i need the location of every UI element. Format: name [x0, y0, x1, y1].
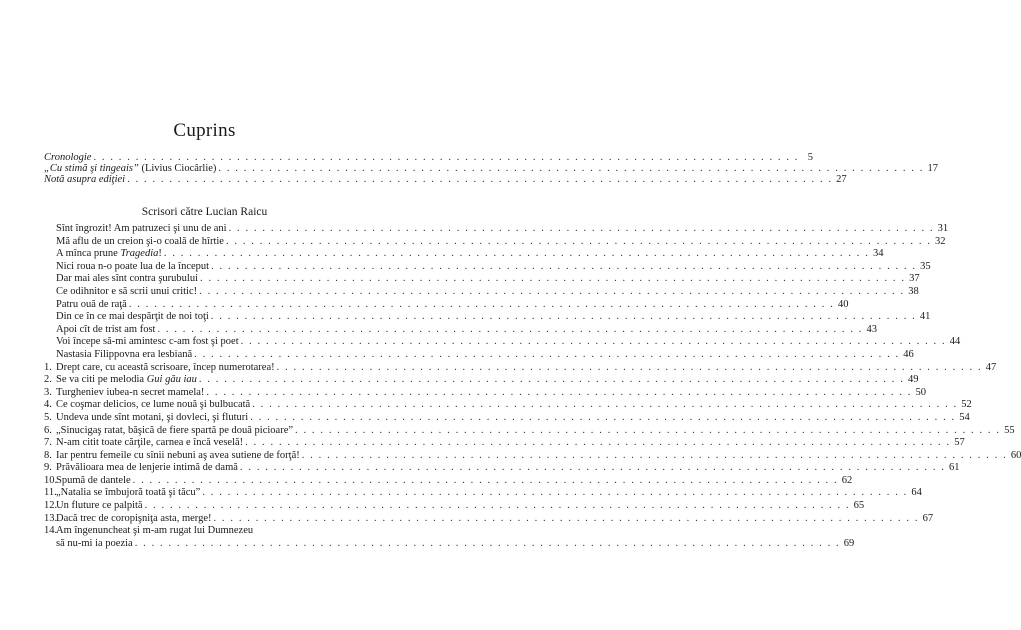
entry-title-part: Patru ouă de raţă: [56, 298, 127, 310]
entry-title-part: N-am citit toate cărţile, carnea e încă veselă!: [56, 437, 244, 449]
entry-title: [44, 163, 216, 174]
entry-title: [56, 387, 204, 400]
entry-title: [56, 336, 239, 349]
entry-title: [56, 311, 209, 324]
entry-title: [56, 399, 250, 412]
toc-entry: [44, 336, 961, 349]
toc-entry: [44, 487, 922, 500]
dot-leader: [302, 450, 1008, 463]
toc-entry: [44, 386, 926, 400]
entry-title-part: Drept care, cu această scrisoare, încep numerotarea!: [56, 361, 275, 373]
toc-entry: [44, 223, 949, 236]
dot-leader: [218, 163, 924, 174]
page-number: 32: [935, 235, 946, 247]
toc-entry: [44, 374, 919, 387]
entry-number: 3.: [44, 386, 52, 398]
dot-leader: [127, 174, 833, 185]
entry-title-part: Nastasia Filippovna era lesbiană: [56, 348, 193, 360]
entry-title-part: Dar mai ales sînt contra şurubului: [56, 273, 199, 285]
entry-title-part: Spumă de dantele: [56, 474, 131, 486]
entry-title: [56, 261, 209, 274]
entry-title: [44, 174, 125, 185]
entry-title: [56, 248, 162, 261]
entry-title: [44, 152, 91, 163]
entry-title-italic: Notă asupra ediţiei: [44, 174, 126, 186]
entry-number: 2.: [44, 374, 52, 386]
entry-title: să nu-mi ia poezia: [56, 537, 133, 549]
page-number: 65: [853, 500, 865, 512]
page-number: 64: [911, 487, 922, 499]
entry-title-part: Iar pentru femeile cu sînii nebuni aş avea sutiene de forţă!: [56, 449, 300, 461]
entry-title-part: Ce coşmar delicios, ce lume nouă şi bulbucată: [56, 399, 251, 411]
entry-number: 8.: [44, 449, 52, 461]
entry-title: [56, 475, 131, 488]
page-number: 37: [909, 273, 920, 285]
entry-number: 7.: [44, 437, 52, 449]
entry-title-part: „Sinucigaş ratat, băşică de fiere spartă pe două picioare”: [56, 424, 294, 436]
entry-title: [56, 286, 197, 299]
entry-number: 10.: [44, 474, 58, 486]
dot-leader: [164, 248, 870, 261]
toc-entry: [44, 437, 965, 450]
dot-leader: [213, 513, 919, 526]
entry-title-part: Undeva unde sînt motani, şi dovleci, şi fluturi: [56, 411, 249, 423]
page-title: Cuprins: [173, 120, 236, 141]
entry-number: 4.: [44, 399, 52, 411]
dot-leader: [211, 261, 917, 274]
front-matter-list: [44, 152, 938, 186]
entry-title: [56, 525, 253, 538]
page-number: 62: [841, 474, 853, 486]
entry-title: [56, 374, 197, 387]
dot-leader: [199, 374, 905, 387]
toc-entry: [44, 512, 934, 526]
page-number: 34: [872, 248, 884, 260]
entry-title-part: Apoi cît de trist am fost: [56, 323, 156, 335]
toc-entry: [44, 260, 931, 274]
page-number: 55: [1004, 424, 1015, 436]
entry-title: [56, 513, 211, 526]
entry-title-part: Un fluture ce palpită: [56, 500, 143, 512]
entry-number: 11.: [44, 487, 57, 499]
dot-leader: [194, 349, 900, 362]
entry-title-italic: Cronologie: [44, 152, 92, 163]
entry-number: 1.: [44, 361, 52, 373]
page-number: 38: [908, 285, 919, 297]
entry-title: [56, 450, 300, 463]
toc-entry: [44, 323, 878, 337]
dot-leader: [145, 500, 851, 513]
toc-entry: [44, 399, 972, 412]
front-matter-entry: [44, 152, 814, 163]
dot-leader: [229, 223, 935, 236]
toc-entry: [44, 285, 919, 299]
entry-title: [56, 425, 293, 438]
dot-leader: [241, 336, 947, 349]
toc-entry-continuation: [44, 537, 855, 551]
dot-leader: [157, 324, 863, 337]
dot-leader: [295, 425, 1001, 438]
entry-title-part: Ce odihnitor e să scrii unui critic!: [56, 285, 198, 297]
entry-title-part: Prăvălioara mea de lenjerie intimă de damă: [56, 462, 238, 474]
dot-leader: [252, 399, 958, 412]
page-number: 69: [843, 537, 855, 549]
dot-leader: [206, 387, 912, 400]
toc-entry: [44, 311, 931, 324]
toc-entry: [44, 361, 997, 375]
page-number: 41: [919, 311, 931, 323]
page-number: 31: [937, 223, 949, 234]
page-number: 17: [927, 163, 938, 175]
entry-title-italic: Gui gău iau: [146, 374, 197, 386]
toc-entry: [44, 462, 960, 475]
toc-entry: [44, 449, 1021, 463]
page-number: 35: [920, 260, 931, 272]
entry-title-italic: Tragedia: [120, 248, 159, 260]
page-number: 57: [954, 437, 965, 449]
entry-title-part: Mă aflu de un creion şi-o coală de hîrtie: [56, 235, 224, 247]
page-number: 27: [836, 174, 847, 186]
page-number: 49: [907, 374, 919, 386]
page-number: 60: [1010, 449, 1021, 461]
entry-title-part: Voi începe să-mi amintesc c-am fost şi poet: [56, 336, 239, 348]
entry-title-part: Din ce în ce mai despărţit de noi toţi: [56, 311, 209, 323]
dot-leader: [93, 152, 799, 163]
dot-leader: [277, 362, 983, 375]
toc-entry: [44, 474, 853, 488]
entry-title-part: !: [158, 248, 162, 260]
entry-number: 6.: [44, 424, 52, 436]
dot-leader: [200, 273, 906, 286]
entry-title: [56, 324, 155, 337]
entry-title-part: Turgheniev iubea-n secret mamela!: [56, 386, 205, 398]
toc-entry: [44, 298, 849, 312]
page-number: 5: [807, 152, 814, 163]
dot-leader: [135, 538, 841, 551]
entry-title: [56, 437, 243, 450]
entry-number: 5.: [44, 411, 52, 423]
dot-leader: [202, 487, 908, 500]
front-matter-entry: [44, 174, 847, 186]
toc-entry: [44, 500, 865, 513]
page-number: 44: [949, 336, 961, 348]
dot-leader: [133, 475, 839, 488]
dot-leader: [199, 286, 905, 299]
entry-title: [56, 236, 224, 249]
entry-number: 14.: [44, 525, 58, 537]
page-number: 40: [837, 298, 849, 310]
dot-leader: [240, 462, 946, 475]
toc-entry: [44, 424, 1015, 438]
page-number: 52: [961, 399, 972, 411]
front-matter-entry: [44, 163, 938, 175]
entry-title: [56, 487, 200, 500]
toc-entry: [44, 411, 970, 425]
entry-title: [56, 349, 192, 362]
entry-title: [56, 299, 127, 312]
toc-entry: [44, 348, 914, 362]
entry-title-part: (Livius Ciocârlie): [138, 163, 217, 175]
section-heading: Scrisori către Lucian Raicu: [141, 206, 268, 218]
entry-title-part: Se va citi pe melodia: [56, 374, 147, 386]
page-number: 67: [922, 512, 934, 524]
toc-entry: [44, 273, 920, 286]
entry-title: [56, 273, 198, 286]
toc-entry: [44, 525, 364, 538]
entry-title-part: Dacă trec de coropişniţa asta, merge!: [56, 512, 212, 524]
entry-title: [56, 500, 143, 513]
dot-leader: [250, 412, 956, 425]
entry-title: [56, 462, 238, 475]
entry-number: 9.: [44, 462, 52, 474]
dot-leader: [226, 236, 932, 249]
entry-title-part: Am îngenuncheat şi m-am rugat lui Dumnezeu: [56, 525, 254, 537]
entry-title: [56, 362, 275, 375]
dot-leader: [245, 437, 951, 450]
entry-title-italic: „Cu stimă şi tingeais”: [44, 163, 139, 175]
entry-title-part: Nici roua n-o poate lua de la început: [56, 260, 210, 272]
page-number: 47: [985, 361, 997, 373]
page-number: 54: [959, 411, 970, 423]
entry-title-part: A mînca prune: [56, 248, 121, 260]
entry-title-part: Sînt îngrozit! Am patruzeci şi unu de ani: [56, 223, 227, 234]
entry-number: 12.: [44, 500, 58, 512]
toc-list: [44, 223, 1021, 550]
entry-title: [56, 223, 227, 236]
page-number: 46: [903, 348, 914, 360]
page-number: 43: [866, 323, 878, 335]
page-number: 50: [915, 386, 926, 398]
entry-title: [56, 412, 248, 425]
entry-number: 13.: [44, 512, 58, 524]
dot-leader: [211, 311, 917, 324]
page-number: 61: [949, 462, 960, 474]
toc-entry: [44, 235, 946, 249]
dot-leader: [129, 299, 835, 312]
entry-title-part: „Natalia se îmbujoră toată şi tăcu”: [56, 487, 201, 499]
toc-entry: [44, 248, 884, 261]
